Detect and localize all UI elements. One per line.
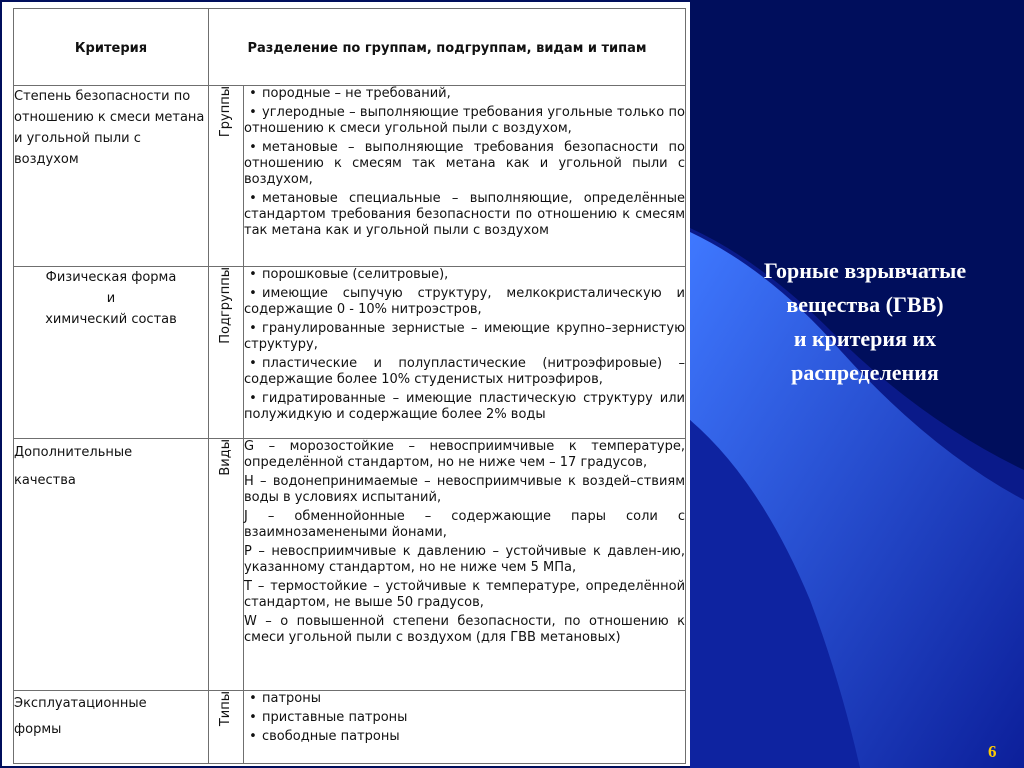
list-item: • породные – не требований, xyxy=(244,86,685,102)
category-cell xyxy=(209,86,244,267)
list-item: • углеродные – выполняющие требования угольные только по отношению к смеси угольной пыли с воздухом, xyxy=(244,105,686,136)
list-item: W – о повышенной степени безопасности, по отношению к смеси угольной пыли с воздухом (для ГВВ метановых) xyxy=(244,614,686,645)
table-row xyxy=(14,439,686,691)
list-item: H – водонепринимаемые – невосприимчивые к воздей–ствиям воды в условиях испытаний, xyxy=(244,474,686,505)
list-item: • порошковые (селитровые), xyxy=(244,267,685,283)
criterion-cell xyxy=(14,691,209,764)
category-cell xyxy=(209,691,244,764)
criterion-line: и xyxy=(106,291,116,306)
bullet-icon: • xyxy=(249,729,257,744)
description-cell xyxy=(244,86,686,267)
category-label: Типы xyxy=(218,691,233,727)
category-label: Виды xyxy=(218,439,233,476)
list-item: • приставные патроны xyxy=(244,710,685,726)
criterion-line: качества xyxy=(14,473,76,488)
list-item: G – морозостойкие – невосприимчивые к температуре, определённой стандартом, но не ниже чем – 17 градусов, xyxy=(244,439,686,470)
bullet-icon: • xyxy=(249,191,257,206)
slide-number: 6 xyxy=(988,742,997,761)
bullet-icon: • xyxy=(249,86,257,101)
list-item: T – термостойкие – устойчивые к температуре, определённой стандартом, не выше 50 градусов, xyxy=(244,579,686,610)
table-row xyxy=(14,691,686,764)
list-item: • патроны xyxy=(244,691,685,707)
bullet-icon: • xyxy=(249,710,257,725)
bullet-icon: • xyxy=(249,267,257,282)
list-item: • гидратированные – имеющие пластическую структуру или полужидкую и содержащие более 2% воды xyxy=(244,391,686,422)
bullet-icon: • xyxy=(249,140,257,155)
table-row xyxy=(14,267,686,439)
criterion-line: химический состав xyxy=(45,312,177,327)
slide-title-line: и критерия их xyxy=(793,326,937,351)
bullet-icon: • xyxy=(249,391,257,406)
bullet-icon: • xyxy=(249,321,257,336)
slide-title-line: Горные взрывчатые xyxy=(763,258,967,283)
list-item: • метановые специальные – выполняющие, определённые стандартом требования безопасности по отношению к смесям так метана как и угольной пыли с воздухом xyxy=(244,191,686,238)
category-cell xyxy=(209,439,244,691)
category-label: Подгруппы xyxy=(218,267,233,344)
description-cell xyxy=(244,439,686,691)
criterion-line: формы xyxy=(14,722,62,737)
list-item: P – невосприимчивые к давлению – устойчивые к давлен-ию, указанному стандартом, но не ниже чем 5 МПа, xyxy=(244,544,686,575)
criterion-line: Дополнительные xyxy=(14,445,133,460)
list-item: J – обменнойонные – содержающие пары соли с взаимнозаменеными йонами, xyxy=(244,509,686,540)
criterion-cell xyxy=(14,267,209,439)
criterion-cell xyxy=(14,86,209,267)
table-header-row xyxy=(14,9,686,86)
slide-title-line: вещества (ГВВ) xyxy=(786,292,944,317)
table-sheet xyxy=(2,2,690,766)
list-item: • имеющие сыпучую структуру, мелкокристалическую и содержащие 0 - 10% нитроэстров, xyxy=(244,286,686,317)
list-item: • гранулированные зернистые – имеющие крупно–зернистую структуру, xyxy=(244,321,686,352)
criteria-table xyxy=(13,8,686,764)
bullet-icon: • xyxy=(249,356,257,371)
list-item: • свободные патроны xyxy=(244,729,685,745)
criterion-line: Эксплуатационные xyxy=(14,696,147,711)
bullet-icon: • xyxy=(249,105,257,120)
criterion-cell xyxy=(14,439,209,691)
bullet-icon: • xyxy=(249,691,257,706)
header-criteria: Критерия xyxy=(14,9,209,86)
table-row xyxy=(14,86,686,267)
header-division: Разделение по группам, подгруппам, видам и типам xyxy=(209,9,686,86)
slide-title-line: распределения xyxy=(791,360,939,385)
list-item: • пластические и полупластические (нитроэфировые) – содержащие более 10% студенистых нитроэфиров, xyxy=(244,356,686,387)
category-label: Группы xyxy=(218,86,233,138)
description-cell xyxy=(244,691,686,764)
slide-title xyxy=(706,254,1024,390)
description-cell xyxy=(244,267,686,439)
criterion-line: Физическая форма xyxy=(45,270,177,285)
list-item: • метановые – выполняющие требования безопасности по отношению к смесям так метана как и угольной пыли с воздухом, xyxy=(244,140,686,187)
criterion-text: Степень безопасности по отношению к смеси метана и угольной пыли с воздухом xyxy=(14,89,205,167)
category-cell xyxy=(209,267,244,439)
bullet-icon: • xyxy=(249,286,257,301)
